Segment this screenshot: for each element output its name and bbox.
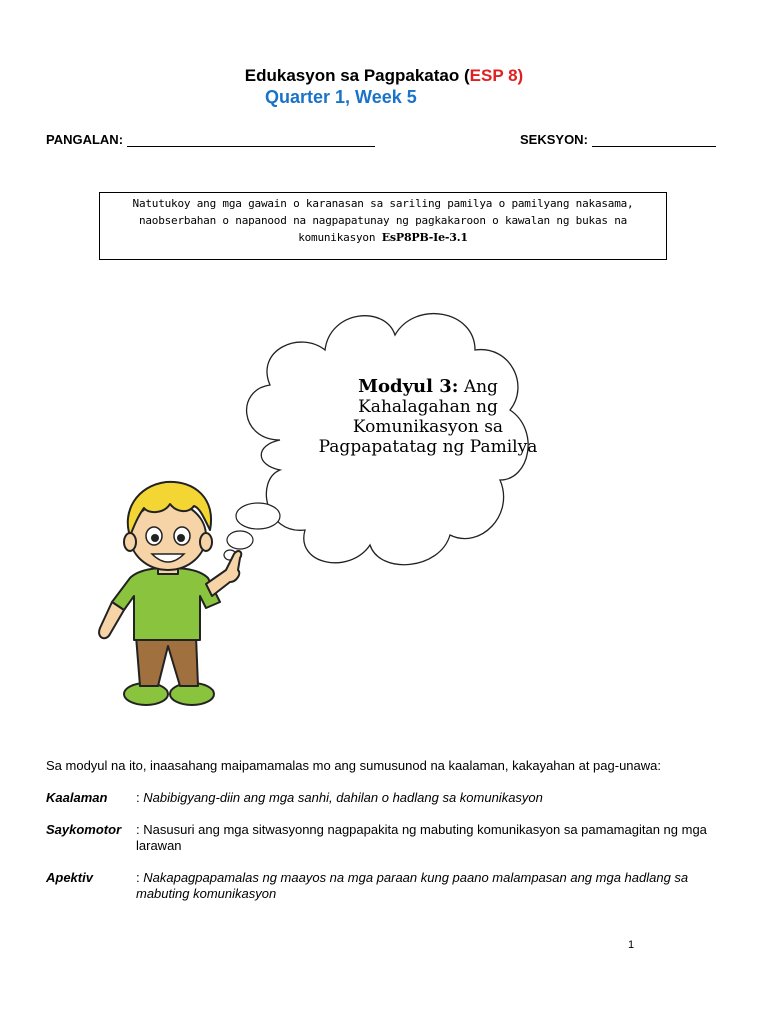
name-label: PANGALAN: [46,132,124,147]
intro-text: Sa modyul na ito, inaasahang maipamamalas mo ang sumusunod na kaalaman, kakayahan at pag-unawa: [46,758,661,773]
competency-label: Apektiv [46,870,93,885]
competency-label: Kaalaman [46,790,108,805]
title-main: Edukasyon sa Pagpakatao ( [244,66,470,85]
competency-prefix: : [136,822,144,837]
section-blank-line[interactable] [592,134,716,147]
module-title [318,377,538,457]
name-field[interactable] [46,132,375,147]
competency-prefix: : [136,870,144,885]
competency-label: Saykomotor [46,822,122,837]
objective-code: EsP8PB-Ie-3.1 [381,231,468,244]
document-title [0,66,768,86]
boy-illustration [88,478,258,710]
objective-text: Natutukoy ang mga gawain o karanasan sa sariling pamilya o pamilyang nakasama, naobserbahan o napanood na nagpapatunay ng pagkakaroon o kawalan ng bukas na komunikasyon [132,197,634,244]
name-blank-line[interactable] [127,134,375,147]
module-title-rest: Kahalagahan ng Komunikasyon sa Pagpapatatag ng Pamilya [318,397,538,457]
module-title-start: Ang [463,377,498,397]
section-label: SEKSYON: [520,132,588,147]
competency-text: Nakapagpapamalas ng maayos na mga paraan kung paano malampasan ang mga hadlang sa mabuting komunikasyon [136,870,689,901]
quarter-week: Quarter 1, Week 5 [265,87,417,107]
section-field[interactable] [520,132,716,147]
page-number: 1 [628,939,635,951]
title-esp: ESP 8) [469,66,524,85]
module-label: Modyul 3: [358,376,459,397]
competency-prefix: : [136,790,144,805]
competency-text: Nabibigyang-diin ang mga sanhi, dahilan o hadlang sa komunikasyon [143,790,543,805]
learning-objective-box [99,192,667,260]
competency-text: Nasusuri ang mga sitwasyonng nagpapakita ng mabuting komunikasyon sa pamamagitan ng mga larawan [136,822,707,853]
